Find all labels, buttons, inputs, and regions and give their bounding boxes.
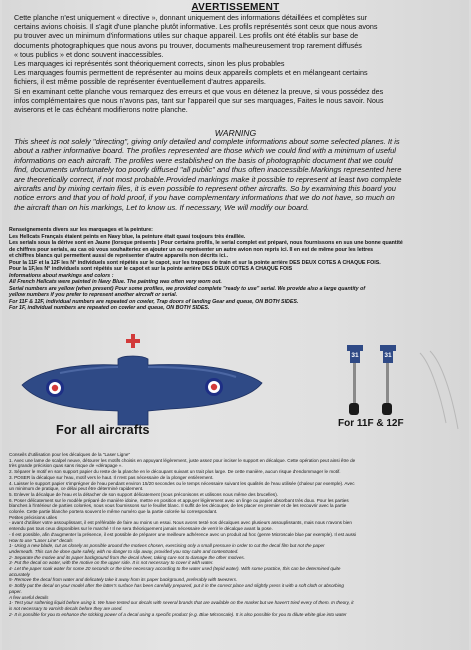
instruction-line: Conseils d'utilisation pour les décalques de la "Laser Ligne" [9, 452, 131, 457]
instruction-line: 4- Let the paper soak water for some 20 seconds or the time necessary according to the water used (tepid water). With some practice, this can be determined quite [9, 566, 341, 572]
instruction-line: is not necessary to varnish decals before they are used. [9, 605, 123, 611]
instruction-line: 3. POSER la décalque sur l'eau, motif vers le haut. Il n'est pas nécessaire de la plonger entièrement. [9, 474, 214, 480]
french-line: certains avions choisis. Il s'agit d'une planche plutôt informative. Les profils représentés sont ceux que nous avons [14, 22, 378, 32]
red-cross-marker [126, 334, 140, 348]
notes-line: Les Hellcats Français étaient peints en Navy blue, la peinture était quasi toujours très éraillée. [9, 233, 246, 240]
french-line: Si en examinant cette planche vous remarquez des erreurs et que vous en détenez la preuve, si vous possédez des [14, 86, 384, 96]
english-line: are theoretically correct, if not most probable.Provided markings make it possible to represent at least two complete [14, 174, 402, 184]
notes-line: Serial numbers are yellow (when present) Pour some profiles, we provided complete "ready to use" serial. We provide also a large quantity of [9, 285, 366, 292]
instruction-line: 5- Remove the decal from water and delicately take it away from its paper background, preferably with tweezers. [9, 577, 238, 583]
instruction-line: How to use "Laser Line" decals [9, 537, 73, 543]
instruction-line: 6. Poser délicatement sur le modèle préparé de manière idoine, mettre en position et appuyer légèrement avec un linge ou papier absorbant très doux. Pour les parties [9, 497, 349, 503]
instruction-line: 1- Using a new blade, cut as closely as possible around the motives chosen, exercising only a small pressure in order to cut the decal film but not the paper [9, 543, 325, 549]
instruction-line: - Il est possible, afin d'augmenter la présence, il est possible de préparer une meilleure adhérence avec un produit ad hoc (genre Microscale blue par exemple). Il est aussi [9, 531, 357, 537]
instruction-line: blanches à l'intérieur de parties colorées, nous vous fournissons sur le feuillet blanc. Il suffit de les découper, de les placer en premier et de les recouvrir avec la partie [9, 503, 347, 509]
warning-heading: WARNING [214, 128, 257, 138]
page-title: AVERTISSEMENT [191, 2, 280, 13]
french-line: documents photographiques que nous avons pu trouver, documents malheureusement trop rarement diffusés [14, 40, 362, 50]
french-line: pu trouver avec un minimum d'informations utiles sur chaque appareil. Les profils ont été établis sur base de [14, 31, 359, 41]
french-line: fichiers, il est même possible de représenter éventuellement d'autres appareils. [14, 77, 266, 87]
instruction-line: paper. [9, 588, 22, 594]
roundel-right [205, 378, 223, 396]
instruction-line: 6- Softly put the decal on your model after the latter's surface has been carefully prepared, put it in the correct place and slightly press it with a soft cloth or absorbing [9, 583, 344, 589]
french-line: Les marquages ici représentés sont théoriquement corrects, sinon les plus probables [14, 59, 285, 69]
gear-door-number-right: 31 [384, 352, 392, 359]
notes-heading-en: Informations about markings and colors : [9, 272, 114, 279]
instruction-line: underneath. This can be done quite safely, with no danger to slip away, provided you stay calm and contentrated. [9, 548, 239, 554]
notes-line: Les serials sous la dérive sont en Jaune (lorsque présents ) Pour certains profils, le serial complet est préparé, nous fournissons en sus une bonne quantité [9, 240, 403, 246]
notes-line: All French Hellcats were painted in Navy Blue. The painting was often very worn out. [9, 279, 222, 285]
english-line: informations on each aircraft. The profiles were established on the basis of photographic document that we could [14, 155, 393, 165]
instruction-line: 1- Test your softening liquid before using it. We have tested our decals with several brands that are available on the market but we haven't tried every of them. In theory, it [9, 600, 354, 606]
instruction-line: 3- Put the decal on water, with the motive on the upper side. It is not necessary to cover it with water. [9, 560, 214, 566]
english-line: aircrafts and by mixing certain files, it is even possible to represent other aircrafts. So by examining this board you [14, 184, 396, 194]
french-line: infos complémentaires que nous n'avons pas, tant sur l'appareil que sur ses marquages, Faites le nous savoir. Nous [14, 95, 384, 105]
instruction-line: accurately [9, 571, 30, 577]
warning-french [14, 13, 462, 114]
notes-line: For 11F & 12F, individual numbers are repeated on cowler, Trap doors of landing Gear and queue, ON BOTH SIDES. [9, 298, 299, 305]
instruction-line: 1. Avec une lame de scalpel neuve, détourer les motifs choisis en appuyant légèrement, juste assez pour inciser le support en décalque. Cette opération peut ainsi être de [9, 457, 356, 463]
instruction-line: un minimum de pratique, ce délai peut être déterminé rapidement. [9, 486, 144, 492]
label-for-11f-12f: For 11F & 12F [338, 418, 404, 429]
english-line: notice errors and that you of hold proof, if you have complementary informations that we do not have, so much on [14, 193, 395, 203]
instruction-line: 5. Enlever la décalque de l'eau et la détacher de son support délicatement (nous préconisons et utilisons nous même des brucelles). [9, 491, 279, 497]
notes-line: Pour la 11F et la 12F les N° individuels sont répétés sur le capot, sur les trappes de train et sur la pointe arrière DES DEUX COTES A CHAQUE FOIS. [9, 259, 381, 266]
instruction-line: très grande précision quas sans risque de «dérapage ». [9, 463, 123, 469]
notes-heading-fr: Renseignements divers sur les marquages et la peinture: [9, 227, 153, 233]
instruction-line: 2- It is possible for you to enhance the sticking power of a decal using a specific product (e.g. Blue Microscale). It is also possible for you to dilute white glue into water [9, 611, 347, 617]
english-line: about a rather informative board. The profiles represented are those which we could find with a minimum of useful [14, 146, 396, 156]
english-line: This sheet is not solely "directing", giving only detailed and complete informations about some selected planes. It is [14, 137, 400, 146]
instruction-line: entendu pas tous ceux disponibles sur le marché ! Il ne sera théoriquement jamais nécessaire de verrir le décalque avant la pose. [9, 526, 273, 532]
notes-line: Pour la 1F,les N° individuels sont répétés sur le capot et sur la pointe arrière DES DEUX COTES A CHAQUE FOIS [9, 266, 293, 272]
instruction-line: 2- Separate the motive and its paper background from the decal sheet, taking care not to damage the other motives. [9, 554, 245, 560]
english-line: the aircraft than on his markings, Let to know us. If necessary, We will modify our board. [14, 202, 310, 212]
notes-line: de chiffres pour serials, au cas où vous souhaiteriez en ajouter un ou représenter un autre avion non repris ici. Il en est de même pour les lettres [9, 246, 374, 253]
marking-notes [9, 227, 461, 312]
instruction-line: Petites précisions utiles [9, 514, 58, 520]
instruction-line: colorée. Cette partie blanche portera souvent le même numéro que la partie colorée lui correspondant. [9, 509, 218, 515]
notes-line: et chiffres blancs qui permettent aussi de représenter d'autre appareils non décrits ici.. [9, 253, 229, 259]
instruction-line: 2. Séparer le motif en son support papier du reste de la planche en le découpant suivant un trait plus large. De cette manière, aucun risque d'endommager le motif. [9, 469, 341, 475]
roundel-left [46, 379, 64, 397]
french-line: Cette planche n'est uniquement « directive », donnant uniquement des informations détaillées et complètes sur [14, 13, 367, 22]
french-line: « tous publics » et donc souvent inaccessibles. [14, 49, 164, 59]
english-line: find, documents unfortunately too poorly diffused "all public" and thus often inaccessible.Markings represented here [14, 165, 402, 175]
decal-instructions [9, 452, 464, 617]
fuselage-outline [420, 351, 458, 429]
notes-line: For 1F, individual numbers are repeated on cowler and queue, ON BOTH SIDES. [9, 305, 210, 311]
french-line: Les marquages fournis permettent de représenter au moins deux appareils complets et en mélangeant certains [14, 68, 368, 78]
label-for-all-aircrafts: For all aircrafts [56, 423, 150, 437]
warning-english [14, 137, 462, 212]
instruction-line: - avant d'utiliser votre assouplissant, il est préférable de faire au moins un essai. Nous avons testé nos décalques avec plusieurs assouplissants, mais nous n'avons bien [9, 520, 352, 526]
french-line: aviserons et le cas échéant modifierons notre planche. [14, 105, 188, 115]
instruction-line: A few useful details [9, 594, 49, 600]
gear-door-number-left: 31 [351, 352, 359, 359]
notes-line: yellow numbers if you prefer to represent another aircraft or serial. [9, 292, 178, 298]
instruction-line: 4. Laisser le support papier s'imprégner de l'eau pendant environ 15/20 secondes ou le temps nécessaire suivant les qualités de l'eau utilisée (chaleur par exemple). Avec [9, 480, 355, 486]
